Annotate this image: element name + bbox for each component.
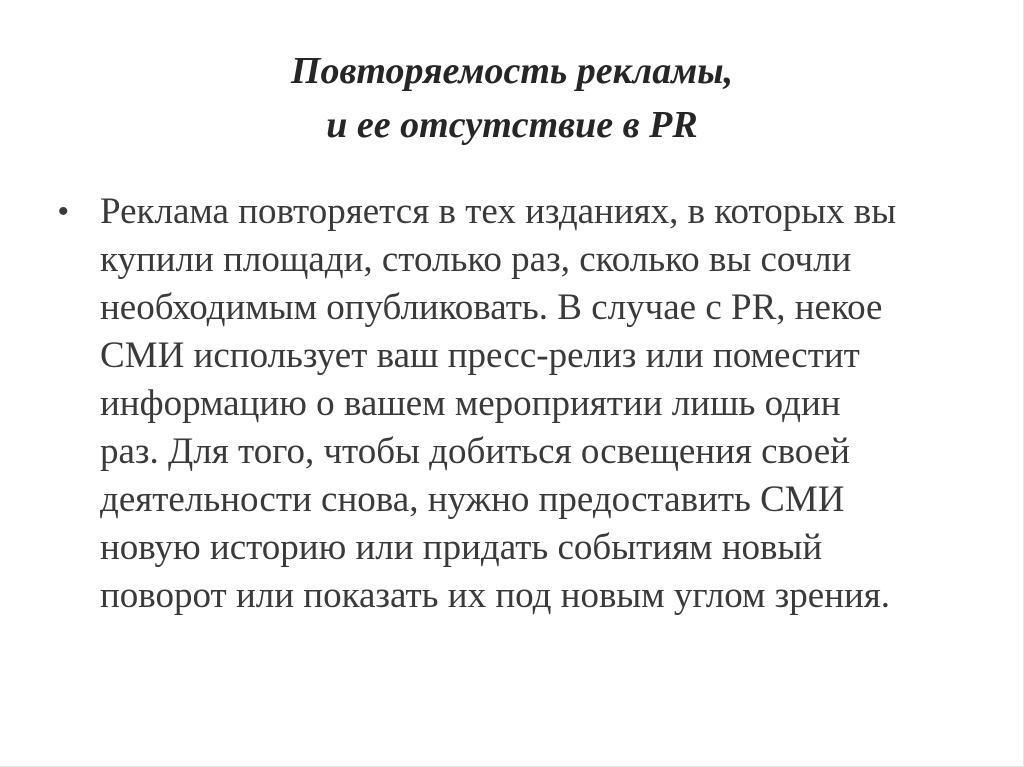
bullet-paragraph: [100, 188, 988, 620]
bullet-line: купили площади, столько раз, сколько вы сочли: [100, 239, 852, 280]
bullet-marker: •: [58, 195, 69, 228]
bullet-line: информацию о вашем мероприятии лишь один: [100, 383, 841, 424]
bullet-line: раз. Для того, чтобы добиться освещения своей: [100, 431, 850, 472]
bullet-line: Реклама повторяется в тех изданиях, в которых вы: [100, 191, 897, 232]
title-line-2: и ее отсутствие в PR: [326, 104, 698, 146]
bullet-list: [58, 188, 988, 620]
slide-title: [0, 44, 1024, 152]
bullet-line: деятельности снова, нужно предоставить СМИ: [100, 479, 845, 520]
bullet-line: СМИ использует ваш пресс-релиз или поместит: [100, 335, 860, 376]
bullet-line: новую историю или придать событиям новый: [100, 527, 823, 568]
bullet-line: поворот или показать их под новым углом зрения.: [100, 575, 891, 616]
title-line-1: Повторяемость рекламы,: [290, 50, 734, 92]
bullet-line: необходимым опубликовать. В случае с PR, некое: [100, 287, 883, 328]
